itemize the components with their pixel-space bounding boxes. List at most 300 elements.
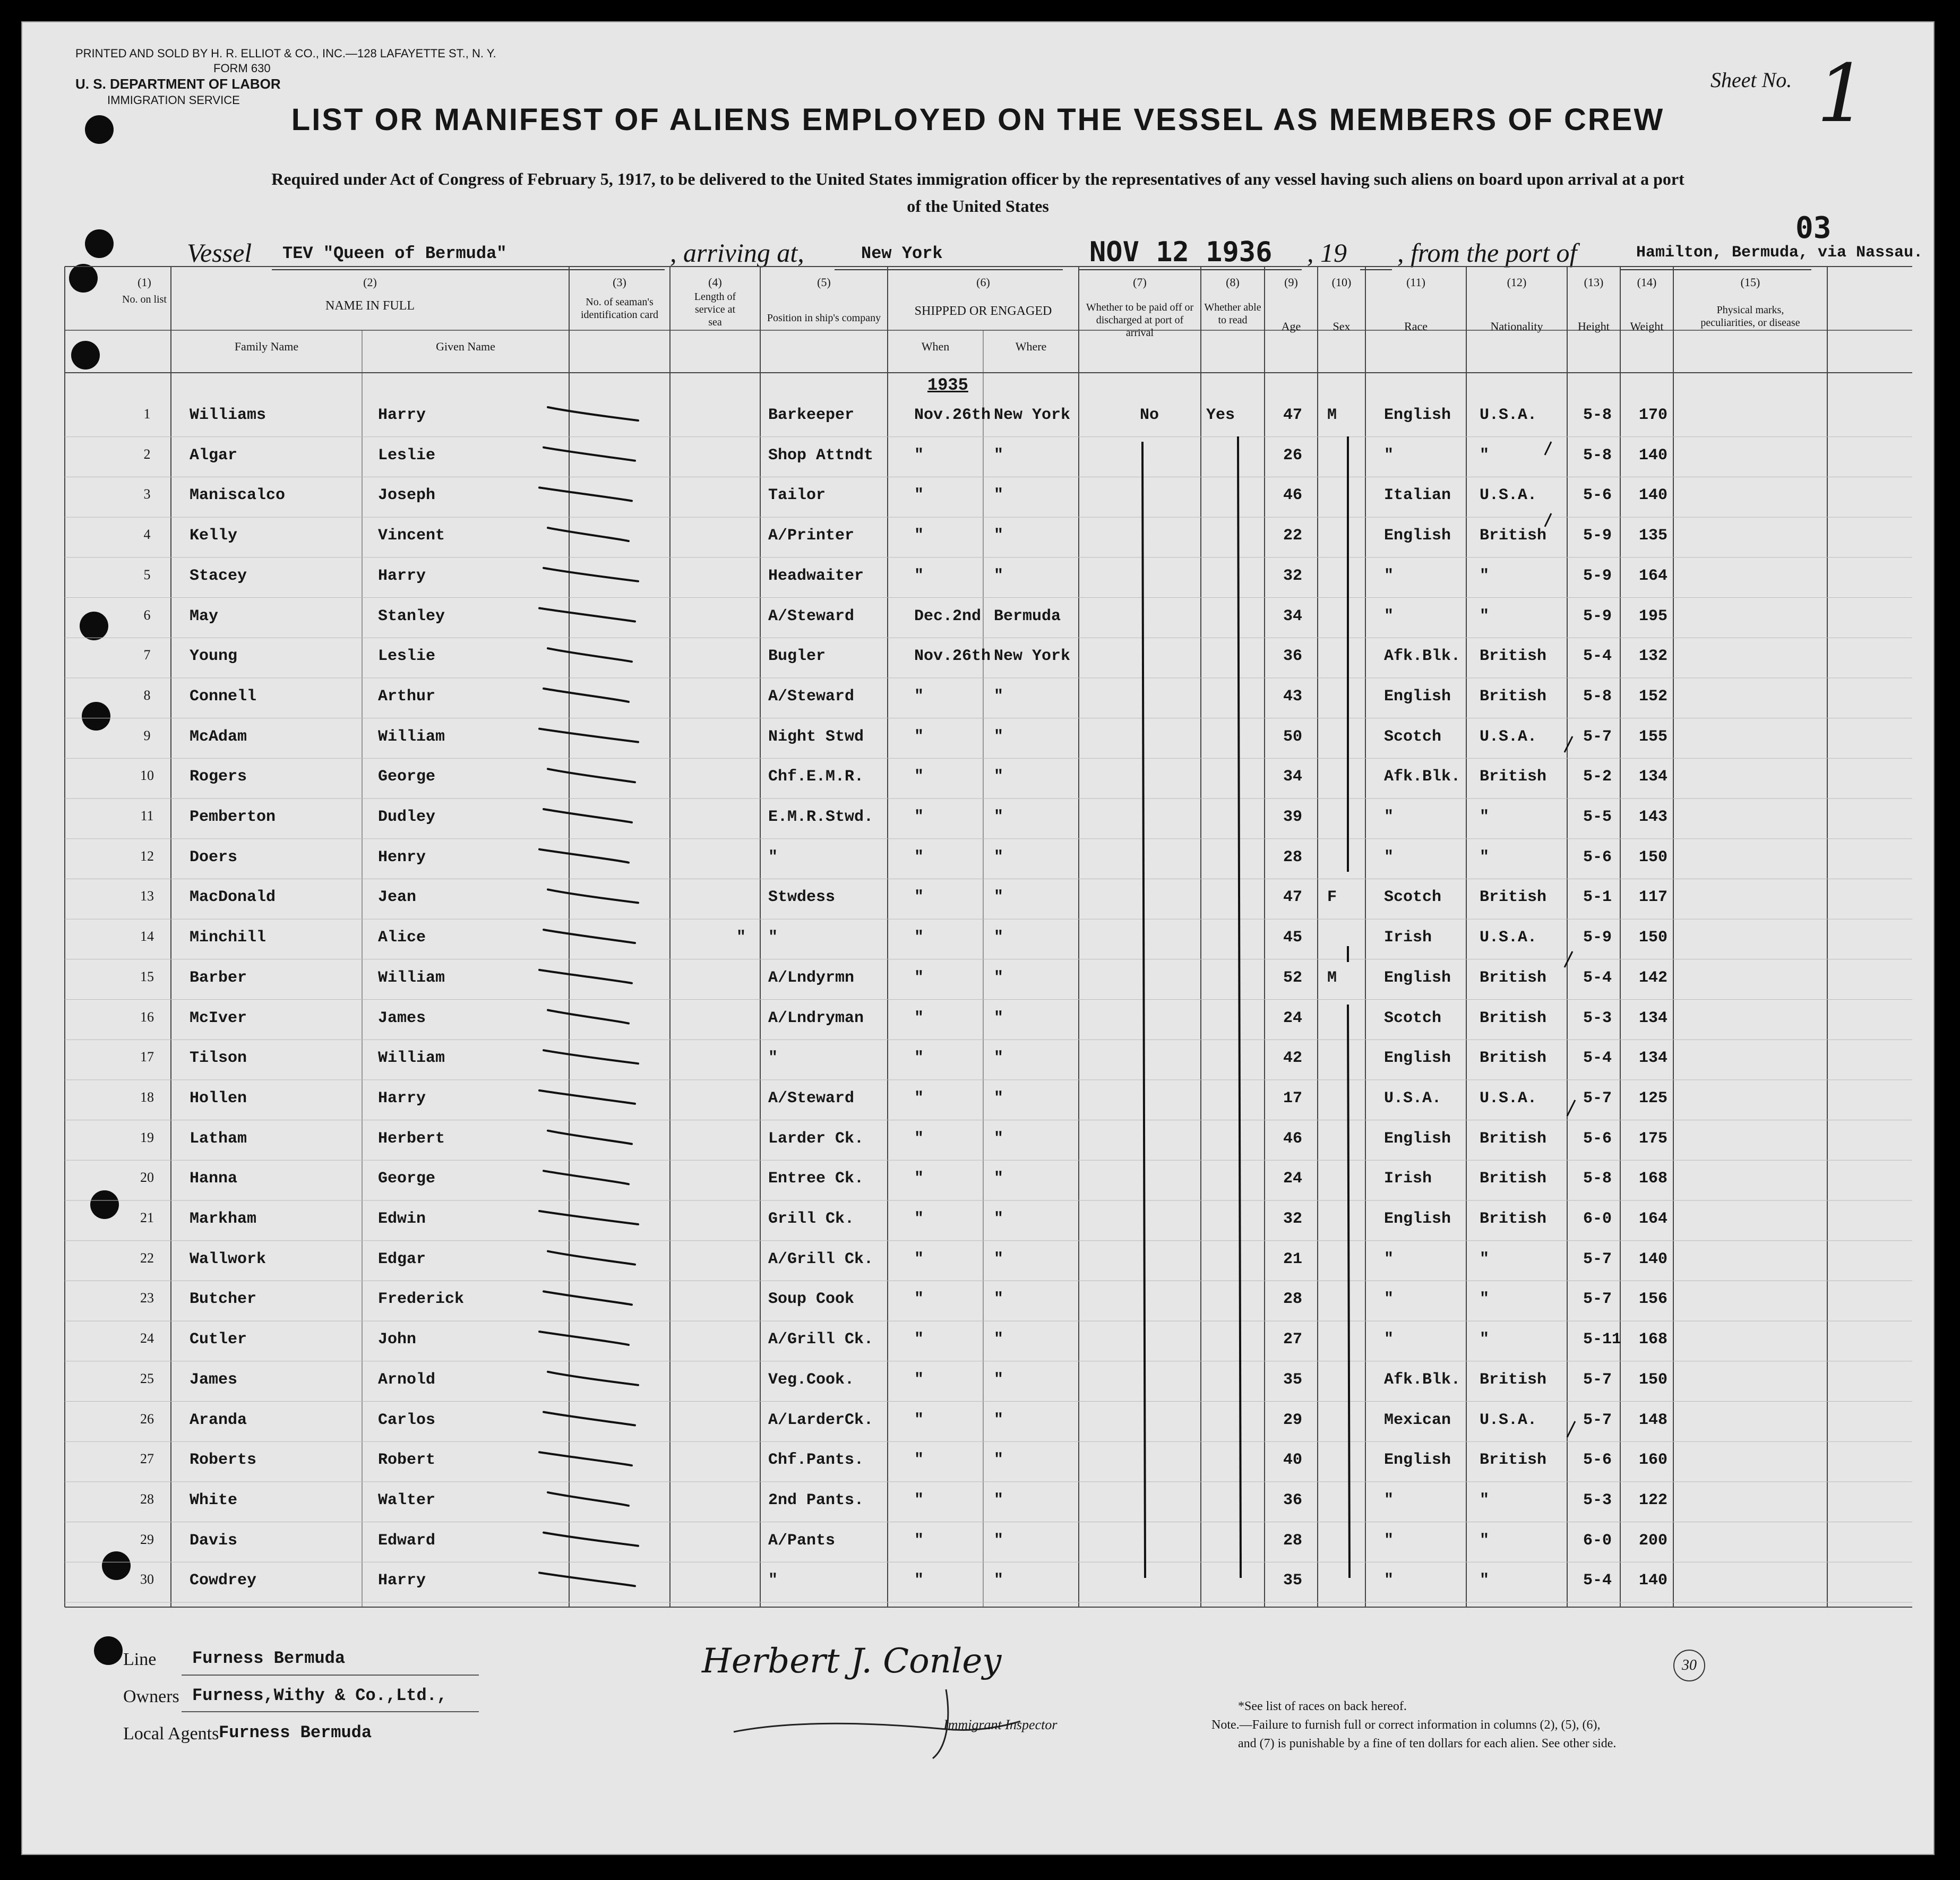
cell-age: 46 — [1283, 1129, 1303, 1148]
cell-row-number: 26 — [140, 1411, 154, 1427]
cell-weight: 164 — [1639, 566, 1668, 585]
cell-nationality: British — [1480, 647, 1547, 666]
col-3-number: (3) — [613, 276, 626, 289]
cell-shipped-when: " — [914, 1451, 924, 1470]
cell-nationality: " — [1480, 566, 1490, 585]
cell-given-name: John — [378, 1330, 417, 1349]
cell-nationality: British — [1480, 1049, 1547, 1068]
cell-shipped-when: Nov.26th — [914, 647, 991, 666]
cell-row-number: 3 — [143, 486, 151, 502]
subtitle-line-1: Required under Act of Congress of February 5, 1917, to be delivered to the United States immigration officer by the representatives of any vessel having such aliens on board upon arrival at a port — [271, 169, 1684, 188]
cell-given-name: Edward — [378, 1531, 436, 1550]
cell-weight: 125 — [1639, 1089, 1668, 1108]
cell-age: 35 — [1283, 1370, 1303, 1389]
crew-row — [22, 638, 1933, 677]
cell-height: 5-7 — [1583, 1411, 1612, 1429]
crew-row — [22, 1522, 1933, 1562]
year-label: , 19 — [1307, 238, 1347, 268]
cell-shipped-when: Nov.26th — [914, 406, 991, 424]
cell-position: Chf.Pants. — [768, 1451, 864, 1470]
cell-shipped-when: " — [914, 929, 924, 947]
cell-family-name: Algar — [190, 446, 238, 465]
cell-height: 6-0 — [1583, 1531, 1612, 1550]
cell-shipped-where: " — [994, 566, 1004, 585]
col-9-number: (9) — [1284, 276, 1298, 289]
cell-sex: M — [1327, 406, 1337, 424]
crew-row — [22, 1441, 1933, 1481]
cell-shipped-when: " — [914, 566, 924, 585]
cell-shipped-where: " — [994, 1330, 1004, 1349]
cell-given-name: Herbert — [378, 1129, 445, 1148]
cell-given-name: William — [378, 1049, 445, 1068]
cell-row-number: 7 — [143, 647, 151, 663]
cell-shipped-when: " — [914, 486, 924, 505]
cell-height: 5-7 — [1583, 1290, 1612, 1309]
cell-height: 5-7 — [1583, 727, 1612, 746]
cell-nationality: U.S.A. — [1480, 929, 1537, 947]
cell-position: A/Steward — [768, 687, 855, 706]
col-2-family-header: Family Name — [234, 340, 299, 353]
cell-height: 5-1 — [1583, 888, 1612, 907]
cell-nationality: U.S.A. — [1480, 406, 1537, 424]
cell-family-name: Roberts — [190, 1451, 257, 1470]
cell-race: English — [1384, 1049, 1451, 1068]
cell-height: 5-4 — [1583, 647, 1612, 666]
cell-family-name: James — [190, 1370, 238, 1389]
cell-weight: 168 — [1639, 1330, 1668, 1349]
cell-row-number: 24 — [140, 1330, 154, 1346]
cell-nationality: " — [1480, 848, 1490, 866]
cell-height: 6-0 — [1583, 1210, 1612, 1228]
cell-shipped-where: " — [994, 1129, 1004, 1148]
cell-row-number: 10 — [140, 768, 154, 784]
cell-family-name: Pemberton — [190, 808, 276, 826]
cell-shipped-where: " — [994, 1170, 1004, 1188]
cell-shipped-where: New York — [994, 406, 1071, 424]
col-7-header: Whether to be paid off or discharged at port of arrival — [1086, 302, 1194, 339]
cell-height: 5-3 — [1583, 1491, 1612, 1509]
cell-weight: 122 — [1639, 1491, 1668, 1509]
cell-age: 39 — [1283, 808, 1303, 826]
cell-nationality: U.S.A. — [1480, 727, 1537, 746]
cell-weight: 150 — [1639, 848, 1668, 866]
cell-shipped-where: " — [994, 1009, 1004, 1027]
inspector-signature: Herbert J. Conley — [702, 1642, 1002, 1681]
cell-family-name: Rogers — [190, 768, 247, 786]
cell-race: Italian — [1384, 486, 1451, 505]
owners-value: Furness,Withy & Co.,Ltd., — [192, 1686, 448, 1705]
cell-race: English — [1384, 968, 1451, 987]
col-10-header: Sex — [1333, 320, 1351, 333]
cell-weight: 168 — [1639, 1170, 1668, 1188]
cell-age: 28 — [1283, 1290, 1303, 1309]
cell-shipped-when: " — [914, 1089, 924, 1108]
cell-nationality: " — [1480, 1250, 1490, 1268]
cell-weight: 140 — [1639, 446, 1668, 465]
cell-weight: 132 — [1639, 647, 1668, 666]
cell-given-name: Harry — [378, 1572, 426, 1590]
footnote-races: *See list of races on back hereof. — [1238, 1699, 1407, 1713]
cell-shipped-where: " — [994, 1572, 1004, 1590]
cell-race: English — [1384, 1210, 1451, 1228]
cell-row-number: 1 — [143, 406, 151, 422]
cell-race: " — [1384, 1250, 1394, 1268]
cell-position: " — [768, 929, 778, 947]
crew-row — [22, 1241, 1933, 1281]
col-6-where-header: Where — [1015, 340, 1047, 353]
cell-position: A/Lndryman — [768, 1009, 864, 1027]
cell-age: 36 — [1283, 647, 1303, 666]
col-11-header: Race — [1404, 320, 1428, 333]
col-1-number: (1) — [137, 276, 151, 289]
crew-row — [22, 1562, 1933, 1602]
cell-weight: 140 — [1639, 1572, 1668, 1590]
cell-shipped-where: Bermuda — [994, 607, 1061, 625]
cell-position: Veg.Cook. — [768, 1370, 855, 1389]
cell-row-number: 4 — [143, 527, 151, 543]
cell-shipped-where: " — [994, 1531, 1004, 1550]
cell-race: " — [1384, 566, 1394, 585]
cell-row-number: 14 — [140, 929, 154, 945]
cell-paid-off: No — [1140, 406, 1159, 424]
cell-age: 24 — [1283, 1009, 1303, 1027]
cell-shipped-where: " — [994, 1491, 1004, 1509]
cell-shipped-when: " — [914, 848, 924, 866]
crew-row — [22, 879, 1933, 918]
cell-shipped-when: " — [914, 968, 924, 987]
cell-shipped-when: " — [914, 888, 924, 907]
cell-shipped-where: " — [994, 446, 1004, 465]
cell-nationality: " — [1480, 1491, 1490, 1509]
cell-given-name: William — [378, 727, 445, 746]
cell-shipped-when: " — [914, 1491, 924, 1509]
cell-height: 5-7 — [1583, 1089, 1612, 1108]
col-15-number: (15) — [1740, 276, 1760, 289]
cell-shipped-where: " — [994, 848, 1004, 866]
printer-imprint-text: PRINTED AND SOLD BY H. R. ELLIOT & CO., INC.—128 LAFAYETTE ST., N. Y. — [75, 47, 496, 60]
cell-age: 43 — [1283, 687, 1303, 706]
cell-age: 27 — [1283, 1330, 1303, 1349]
col-2-given-header: Given Name — [436, 340, 495, 353]
crew-row — [22, 718, 1933, 758]
col-2-header: NAME IN FULL — [325, 299, 415, 313]
cell-shipped-when: " — [914, 527, 924, 545]
cell-given-name: Jean — [378, 888, 417, 907]
cell-weight: 135 — [1639, 527, 1668, 545]
cell-position: Shop Attndt — [768, 446, 874, 465]
cell-family-name: Maniscalco — [190, 486, 286, 505]
owners-label: Owners — [123, 1687, 179, 1706]
cell-shipped-when: " — [914, 808, 924, 826]
circled-total: 30 — [1673, 1650, 1705, 1681]
cell-shipped-where: " — [994, 1411, 1004, 1429]
cell-family-name: McAdam — [190, 727, 247, 746]
cell-position: E.M.R.Stwd. — [768, 808, 874, 826]
cell-nationality: British — [1480, 527, 1547, 545]
cell-family-name: McIver — [190, 1009, 247, 1027]
col-3-header: No. of seaman's identification card — [580, 296, 659, 321]
cell-height: 5-9 — [1583, 607, 1612, 625]
footnote — [1211, 1697, 1902, 1753]
cell-given-name: Harry — [378, 1089, 426, 1108]
cell-weight: 164 — [1639, 1210, 1668, 1228]
cell-nationality: " — [1480, 607, 1490, 625]
cell-weight: 134 — [1639, 768, 1668, 786]
cell-height: 5-9 — [1583, 566, 1612, 585]
service-label: IMMIGRATION SERVICE — [107, 93, 240, 107]
cell-row-number: 28 — [140, 1491, 154, 1507]
cell-nationality: " — [1480, 808, 1490, 826]
cell-race: Scotch — [1384, 1009, 1442, 1027]
cell-shipped-where: " — [994, 1210, 1004, 1228]
cell-family-name: Kelly — [190, 527, 238, 545]
cell-nationality: " — [1480, 1330, 1490, 1349]
cell-height: 5-6 — [1583, 1451, 1612, 1470]
crew-row — [22, 1160, 1933, 1200]
cell-position: " — [768, 848, 778, 866]
cell-nationality: " — [1480, 1572, 1490, 1590]
cell-position: Grill Ck. — [768, 1210, 855, 1228]
arrival-date-stamp: NOV 12 1936 — [1089, 236, 1273, 268]
cell-shipped-when: " — [914, 1170, 924, 1188]
cell-row-number: 11 — [140, 808, 154, 823]
crew-row — [22, 799, 1933, 838]
manifest-sheet — [21, 21, 1935, 1855]
cell-race: " — [1384, 1290, 1394, 1309]
col-9-header: Age — [1281, 320, 1301, 333]
cell-shipped-when: " — [914, 446, 924, 465]
cell-nationality: British — [1480, 1370, 1547, 1389]
cell-shipped-when: " — [914, 1009, 924, 1027]
line-label: Line — [123, 1650, 157, 1669]
cell-shipped-where: " — [994, 968, 1004, 987]
cell-row-number: 21 — [140, 1210, 154, 1225]
cell-given-name: George — [378, 768, 436, 786]
cell-position: Soup Cook — [768, 1290, 855, 1309]
cell-race: English — [1384, 1451, 1451, 1470]
cell-nationality: British — [1480, 1170, 1547, 1188]
cell-race: " — [1384, 446, 1394, 465]
cell-shipped-where: " — [994, 768, 1004, 786]
crew-row — [22, 437, 1933, 477]
cell-row-number: 5 — [143, 566, 151, 582]
document-title: LIST OR MANIFEST OF ALIENS EMPLOYED ON THE VESSEL AS MEMBERS OF CREW — [291, 102, 1665, 137]
cell-shipped-where: " — [994, 808, 1004, 826]
col-4-header: Length of service at sea — [694, 291, 736, 328]
cell-weight: 148 — [1639, 1411, 1668, 1429]
col-6-number: (6) — [976, 276, 990, 289]
cell-weight: 150 — [1639, 929, 1668, 947]
cell-family-name: Wallwork — [190, 1250, 267, 1268]
cell-shipped-when: " — [914, 1370, 924, 1389]
cell-family-name: Stacey — [190, 566, 247, 585]
cell-shipped-when: " — [914, 1210, 924, 1228]
cell-given-name: Leslie — [378, 446, 436, 465]
cell-age: 24 — [1283, 1170, 1303, 1188]
cell-age: 35 — [1283, 1572, 1303, 1590]
cell-position: A/Printer — [768, 527, 855, 545]
cell-shipped-where: " — [994, 888, 1004, 907]
cell-shipped-when: " — [914, 1290, 924, 1309]
cell-weight: 134 — [1639, 1009, 1668, 1027]
cell-row-number: 23 — [140, 1290, 154, 1306]
vessel-name: TEV "Queen of Bermuda" — [282, 244, 507, 263]
cell-race: " — [1384, 1531, 1394, 1550]
cell-nationality: British — [1480, 1129, 1547, 1148]
agents-label: Local Agents — [123, 1724, 219, 1744]
cell-position: Bugler — [768, 647, 826, 666]
cell-age: 32 — [1283, 566, 1303, 585]
cell-shipped-when: " — [914, 727, 924, 746]
cell-height: 5-8 — [1583, 406, 1612, 424]
cell-race: English — [1384, 687, 1451, 706]
cell-family-name: Barber — [190, 968, 247, 987]
cell-shipped-when: " — [914, 1049, 924, 1068]
cell-position: A/Steward — [768, 1089, 855, 1108]
cell-weight: 117 — [1639, 888, 1668, 907]
crew-row — [22, 1080, 1933, 1120]
cell-family-name: Markham — [190, 1210, 257, 1228]
cell-nationality: " — [1480, 1290, 1490, 1309]
cell-shipped-when: " — [914, 1572, 924, 1590]
cell-row-number: 2 — [143, 446, 151, 462]
cell-height: 5-8 — [1583, 687, 1612, 706]
col-5-number: (5) — [817, 276, 831, 289]
cell-weight: 160 — [1639, 1451, 1668, 1470]
cell-position: A/Grill Ck. — [768, 1330, 874, 1349]
cell-given-name: Stanley — [378, 607, 445, 625]
cell-shipped-where: " — [994, 1451, 1004, 1470]
cell-family-name: Tilson — [190, 1049, 247, 1068]
cell-position: A/Pants — [768, 1531, 836, 1550]
cell-weight: 195 — [1639, 607, 1668, 625]
cell-nationality: British — [1480, 888, 1547, 907]
cell-race: " — [1384, 1572, 1394, 1590]
cell-height: 5-3 — [1583, 1009, 1612, 1027]
cell-shipped-where: " — [994, 1250, 1004, 1268]
cell-shipped-where: " — [994, 687, 1004, 706]
cell-weight: 156 — [1639, 1290, 1668, 1309]
cell-given-name: Joseph — [378, 486, 436, 505]
cell-given-name: Harry — [378, 566, 426, 585]
cell-position: Stwdess — [768, 888, 836, 907]
cell-race: " — [1384, 848, 1394, 866]
cell-service-length: " — [736, 929, 746, 947]
cell-family-name: Cutler — [190, 1330, 247, 1349]
cell-family-name: Aranda — [190, 1411, 247, 1429]
col-8-number: (8) — [1226, 276, 1240, 289]
cell-family-name: Minchill — [190, 929, 267, 947]
cell-shipped-where: " — [994, 527, 1004, 545]
subtitle-line-2: of the United States — [907, 196, 1049, 216]
cell-height: 5-6 — [1583, 1129, 1612, 1148]
cell-age: 42 — [1283, 1049, 1303, 1068]
crew-row — [22, 1321, 1933, 1361]
col-13-header: Height — [1578, 320, 1610, 333]
cell-shipped-when: " — [914, 687, 924, 706]
cell-position: A/LarderCk. — [768, 1411, 874, 1429]
cell-family-name: Davis — [190, 1531, 238, 1550]
cell-family-name: Williams — [190, 406, 267, 424]
crew-row — [22, 477, 1933, 517]
cell-age: 22 — [1283, 527, 1303, 545]
cell-row-number: 12 — [140, 848, 154, 864]
cell-race: Afk.Blk. — [1384, 1370, 1461, 1389]
cell-given-name: Walter — [378, 1491, 436, 1509]
cell-race: " — [1384, 607, 1394, 625]
cell-family-name: Hanna — [190, 1170, 238, 1188]
cell-shipped-when: " — [914, 1531, 924, 1550]
cell-sex: F — [1327, 888, 1337, 907]
cell-race: " — [1384, 808, 1394, 826]
cell-race: " — [1384, 1491, 1394, 1509]
cell-row-number: 18 — [140, 1089, 154, 1105]
cell-age: 28 — [1283, 848, 1303, 866]
cell-weight: 170 — [1639, 406, 1668, 424]
crew-row — [22, 758, 1933, 798]
cell-position: Tailor — [768, 486, 826, 505]
cell-position: " — [768, 1049, 778, 1068]
from-port: Hamilton, Bermuda, via Nassau. — [1636, 244, 1923, 262]
col-14-header: Weight — [1630, 320, 1664, 333]
inspector-label: Immigrant Inspector — [943, 1717, 1058, 1732]
cell-family-name: Doers — [190, 848, 238, 866]
col-2-number: (2) — [363, 276, 377, 289]
cell-age: 50 — [1283, 727, 1303, 746]
cell-position: Night Stwd — [768, 727, 864, 746]
cell-age: 26 — [1283, 446, 1303, 465]
cell-shipped-where: " — [994, 727, 1004, 746]
cell-nationality: U.S.A. — [1480, 486, 1537, 505]
cell-shipped-where: " — [994, 1370, 1004, 1389]
col-5-header: Position in ship's company — [767, 312, 881, 324]
cell-row-number: 8 — [143, 687, 151, 703]
cell-position: Chf.E.M.R. — [768, 768, 864, 786]
cell-height: 5-6 — [1583, 848, 1612, 866]
col-11-number: (11) — [1406, 276, 1425, 289]
cell-shipped-where: " — [994, 1290, 1004, 1309]
cell-race: U.S.A. — [1384, 1089, 1442, 1108]
col-12-number: (12) — [1507, 276, 1527, 289]
col-14-number: (14) — [1637, 276, 1657, 289]
cell-position: A/Lndyrmn — [768, 968, 855, 987]
cell-family-name: Latham — [190, 1129, 247, 1148]
cell-height: 5-4 — [1583, 968, 1612, 987]
cell-age: 52 — [1283, 968, 1303, 987]
cell-height: 5-9 — [1583, 929, 1612, 947]
cell-nationality: British — [1480, 687, 1547, 706]
cell-weight: 140 — [1639, 1250, 1668, 1268]
cell-age: 36 — [1283, 1491, 1303, 1509]
cell-weight: 150 — [1639, 1370, 1668, 1389]
cell-height: 5-7 — [1583, 1370, 1612, 1389]
cell-nationality: U.S.A. — [1480, 1411, 1537, 1429]
vessel-label: Vessel — [187, 238, 252, 268]
cell-height: 5-2 — [1583, 768, 1612, 786]
cell-nationality: British — [1480, 1210, 1547, 1228]
crew-row — [22, 1200, 1933, 1240]
from-port-label: , from the port of — [1397, 238, 1577, 268]
cell-height: 5-11 — [1583, 1330, 1622, 1349]
col-13-number: (13) — [1584, 276, 1604, 289]
cell-row-number: 19 — [140, 1129, 154, 1145]
cell-given-name: George — [378, 1170, 436, 1188]
cell-age: 40 — [1283, 1451, 1303, 1470]
sheet-number-label: Sheet No. — [1710, 68, 1792, 92]
cell-given-name: Frederick — [378, 1290, 465, 1309]
cell-nationality: U.S.A. — [1480, 1089, 1537, 1108]
cell-given-name: William — [378, 968, 445, 987]
